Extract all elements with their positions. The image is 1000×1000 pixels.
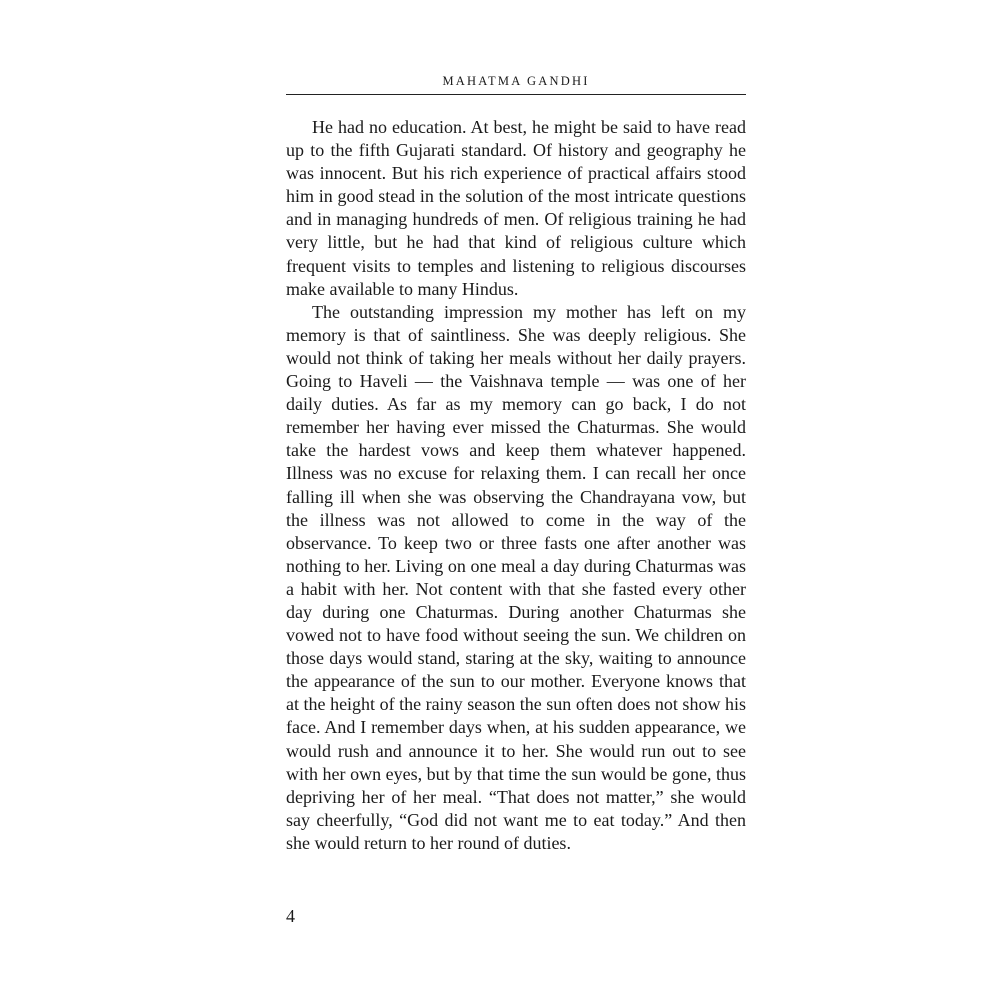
header-rule xyxy=(286,94,746,95)
body-text xyxy=(286,116,746,855)
running-head: MAHATMA GANDHI xyxy=(442,74,590,88)
page-number: 4 xyxy=(286,906,295,926)
paragraph-2: The outstanding impression my mother has left on my memory is that of saintliness. She was deeply religious. She would not think of taking her meals without her daily prayers. Going to Haveli — the Vaishnava temple — was one of her daily duties. As far as my memory can go back, I do not remember her having ever missed the Chaturmas. She would take the hardest vows and keep them whatever happened. Illness was no excuse for relaxing them. I can recall her once falling ill when she was observing the Chandrayana vow, but the illness was not allowed to come in the way of the observance. To keep two or three fasts one after another was nothing to her. Living on one meal a day during Chaturmas was a habit with her. Not content with that she fasted every other day during one Chaturmas. During another Chaturmas she vowed not to have food without seeing the sun. We children on those days would stand, staring at the sky, waiting to announce the appearance of the sun to our mother. Everyone knows that at the height of the rainy season the sun often does not show his face. And I remember days when, at his sudden appearance, we would rush and announce it to her. She would run out to see with her own eyes, but by that time the sun would be gone, thus depriving her of her meal. “That does not matter,” she would say cheerfully, “God did not want me to eat today.” And then she would return to her round of duties. xyxy=(286,301,746,853)
paragraph-1: He had no education. At best, he might be said to have read up to the fifth Gujarati standard. Of history and geography he was innocent. But his rich experience of practical affairs stood him in good stead in the solution of the most intricate questions and in managing hundreds of men. Of religious training he had very little, but he had that kind of religious culture which frequent visits to temples and listening to religious discourses make available to many Hindus. xyxy=(286,117,746,299)
